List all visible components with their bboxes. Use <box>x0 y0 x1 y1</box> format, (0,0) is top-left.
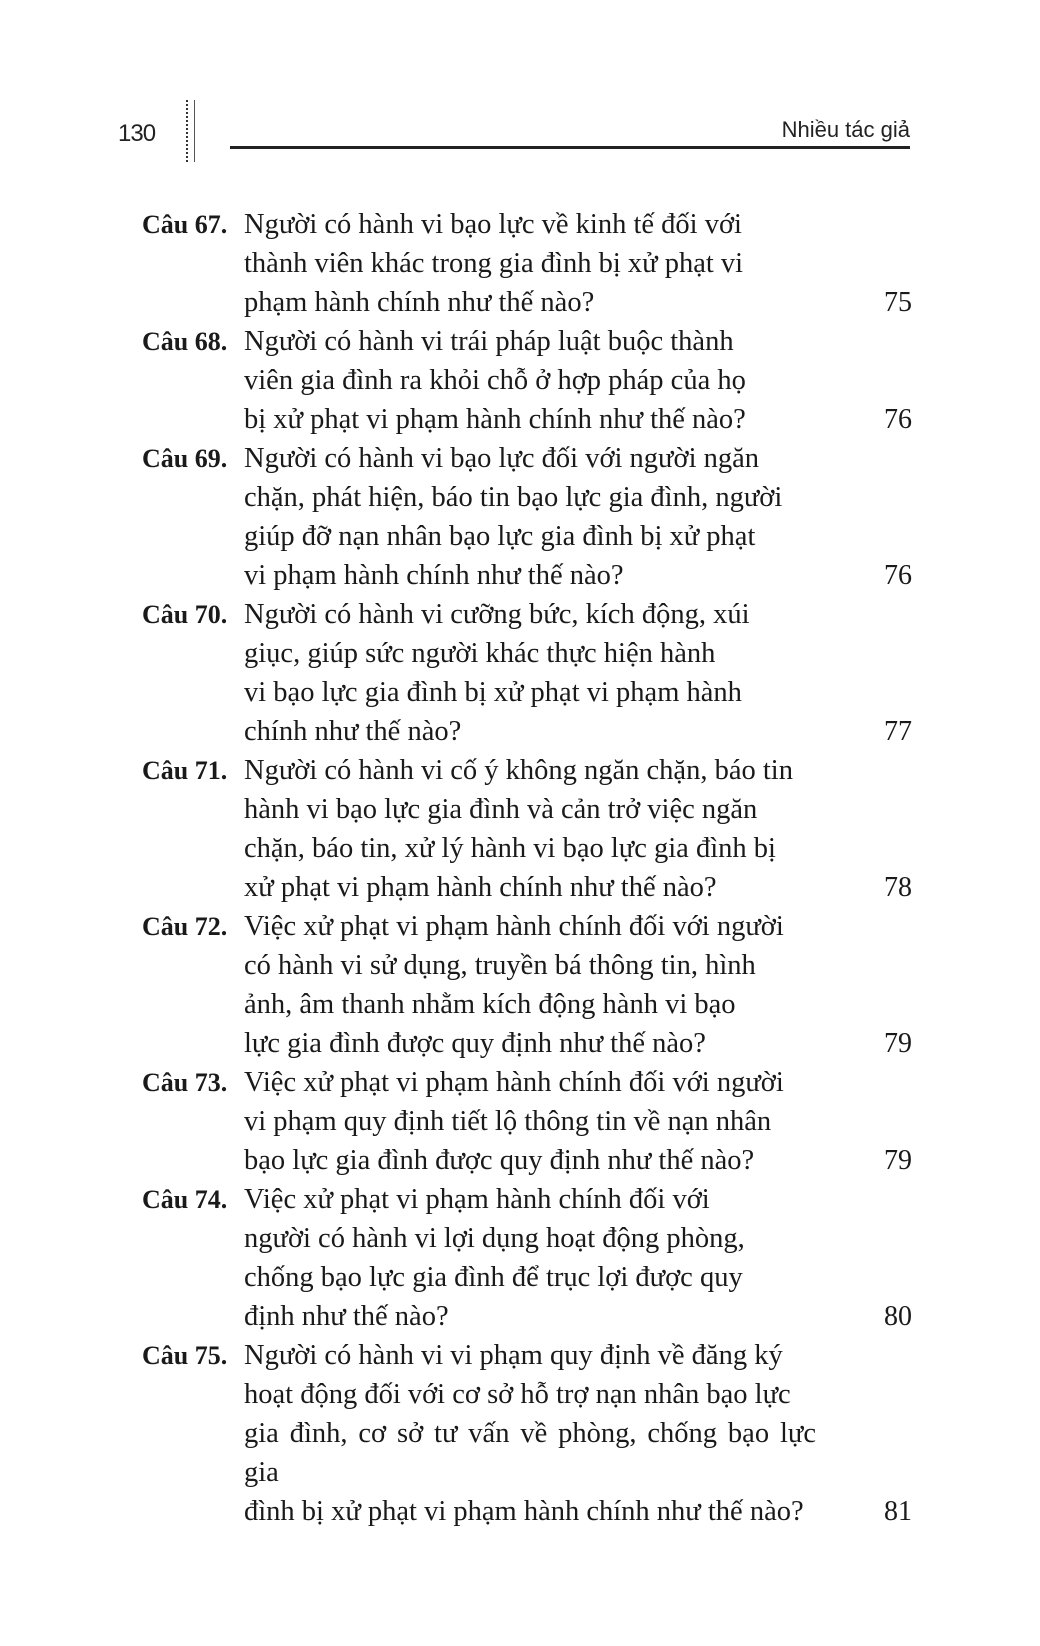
question-label: Câu 70. <box>142 600 228 629</box>
toc-entry-71 <box>142 751 912 907</box>
question-text: Người có hành vi trái pháp luật buộc thành viên gia đình ra khỏi chỗ ở hợp pháp của họ bị xử phạt vi phạm hành chính như thế nào? <box>244 326 746 435</box>
question-text: Người có hành vi bạo lực đối với người ngăn chặn, phát hiện, báo tin bạo lực gia đình, người giúp đỡ nạn nhân bạo lực gia đình bị xử phạt vi phạm hành chính như thế nào? <box>244 443 783 591</box>
question-label: Câu 67. <box>142 210 228 239</box>
page-ref: 79 <box>884 1028 912 1059</box>
toc-entry-75 <box>142 1336 912 1531</box>
question-text: Người có hành vi cố ý không ngăn chặn, báo tin hành vi bạo lực gia đình và cản trở việc ngăn chặn, báo tin, xử lý hành vi bạo lực gia đình bị xử phạt vi phạm hành chính như thế nào? <box>244 755 793 903</box>
toc-entry-70 <box>142 595 912 751</box>
toc-entry-68 <box>142 322 912 439</box>
page-ref: 75 <box>884 287 912 318</box>
question-text: Người có hành vi bạo lực về kinh tế đối với thành viên khác trong gia đình bị xử phạt vi phạm hành chính như thế nào? <box>244 209 744 318</box>
table-of-contents <box>142 205 912 1531</box>
page-ref: 81 <box>884 1496 912 1527</box>
header-ornament <box>186 100 195 162</box>
question-text: Người có hành vi cưỡng bức, kích động, xúi giục, giúp sức người khác thực hiện hành vi bạo lực gia đình bị xử phạt vi phạm hành chính như thế nào? <box>244 599 750 747</box>
page-ref: 80 <box>884 1301 912 1332</box>
question-label: Câu 75. <box>142 1341 228 1370</box>
page-ref: 76 <box>884 404 912 435</box>
page-ref: 79 <box>884 1145 912 1176</box>
question-text: Việc xử phạt vi phạm hành chính đối với người có hành vi lợi dụng hoạt động phòng, chống bạo lực gia đình để trục lợi được quy định như thế nào? <box>244 1184 745 1332</box>
page-number: 130 <box>118 120 156 147</box>
page-ref: 78 <box>884 872 912 903</box>
toc-entry-69 <box>142 439 912 595</box>
page-header <box>0 0 1040 170</box>
question-label: Câu 72. <box>142 912 228 941</box>
question-text: Người có hành vi vi phạm quy định về đăng ký hoạt động đối với cơ sở hỗ trợ nạn nhân bạo lực gia đình, cơ sở tư vấn về phòng, chống bạo lực gia đình bị xử phạt vi phạm hành chính như thế nào? <box>244 1340 816 1527</box>
question-label: Câu 73. <box>142 1068 228 1097</box>
page-ref: 77 <box>884 716 912 747</box>
question-label: Câu 68. <box>142 327 228 356</box>
toc-entry-74 <box>142 1180 912 1336</box>
question-label: Câu 74. <box>142 1185 228 1214</box>
toc-entry-67 <box>142 205 912 322</box>
running-header-author: Nhiều tác giả <box>781 117 910 142</box>
question-label: Câu 71. <box>142 756 228 785</box>
question-text: Việc xử phạt vi phạm hành chính đối với người vi phạm quy định tiết lộ thông tin về nạn nhân bạo lực gia đình được quy định như thế nào? <box>244 1067 784 1176</box>
question-text: Việc xử phạt vi phạm hành chính đối với người có hành vi sử dụng, truyền bá thông tin, hình ảnh, âm thanh nhằm kích động hành vi bạo lực gia đình được quy định như thế nào? <box>244 911 784 1059</box>
question-label: Câu 69. <box>142 444 228 473</box>
page-ref: 76 <box>884 560 912 591</box>
toc-entry-73 <box>142 1063 912 1180</box>
header-rule <box>230 146 910 149</box>
toc-entry-72 <box>142 907 912 1063</box>
